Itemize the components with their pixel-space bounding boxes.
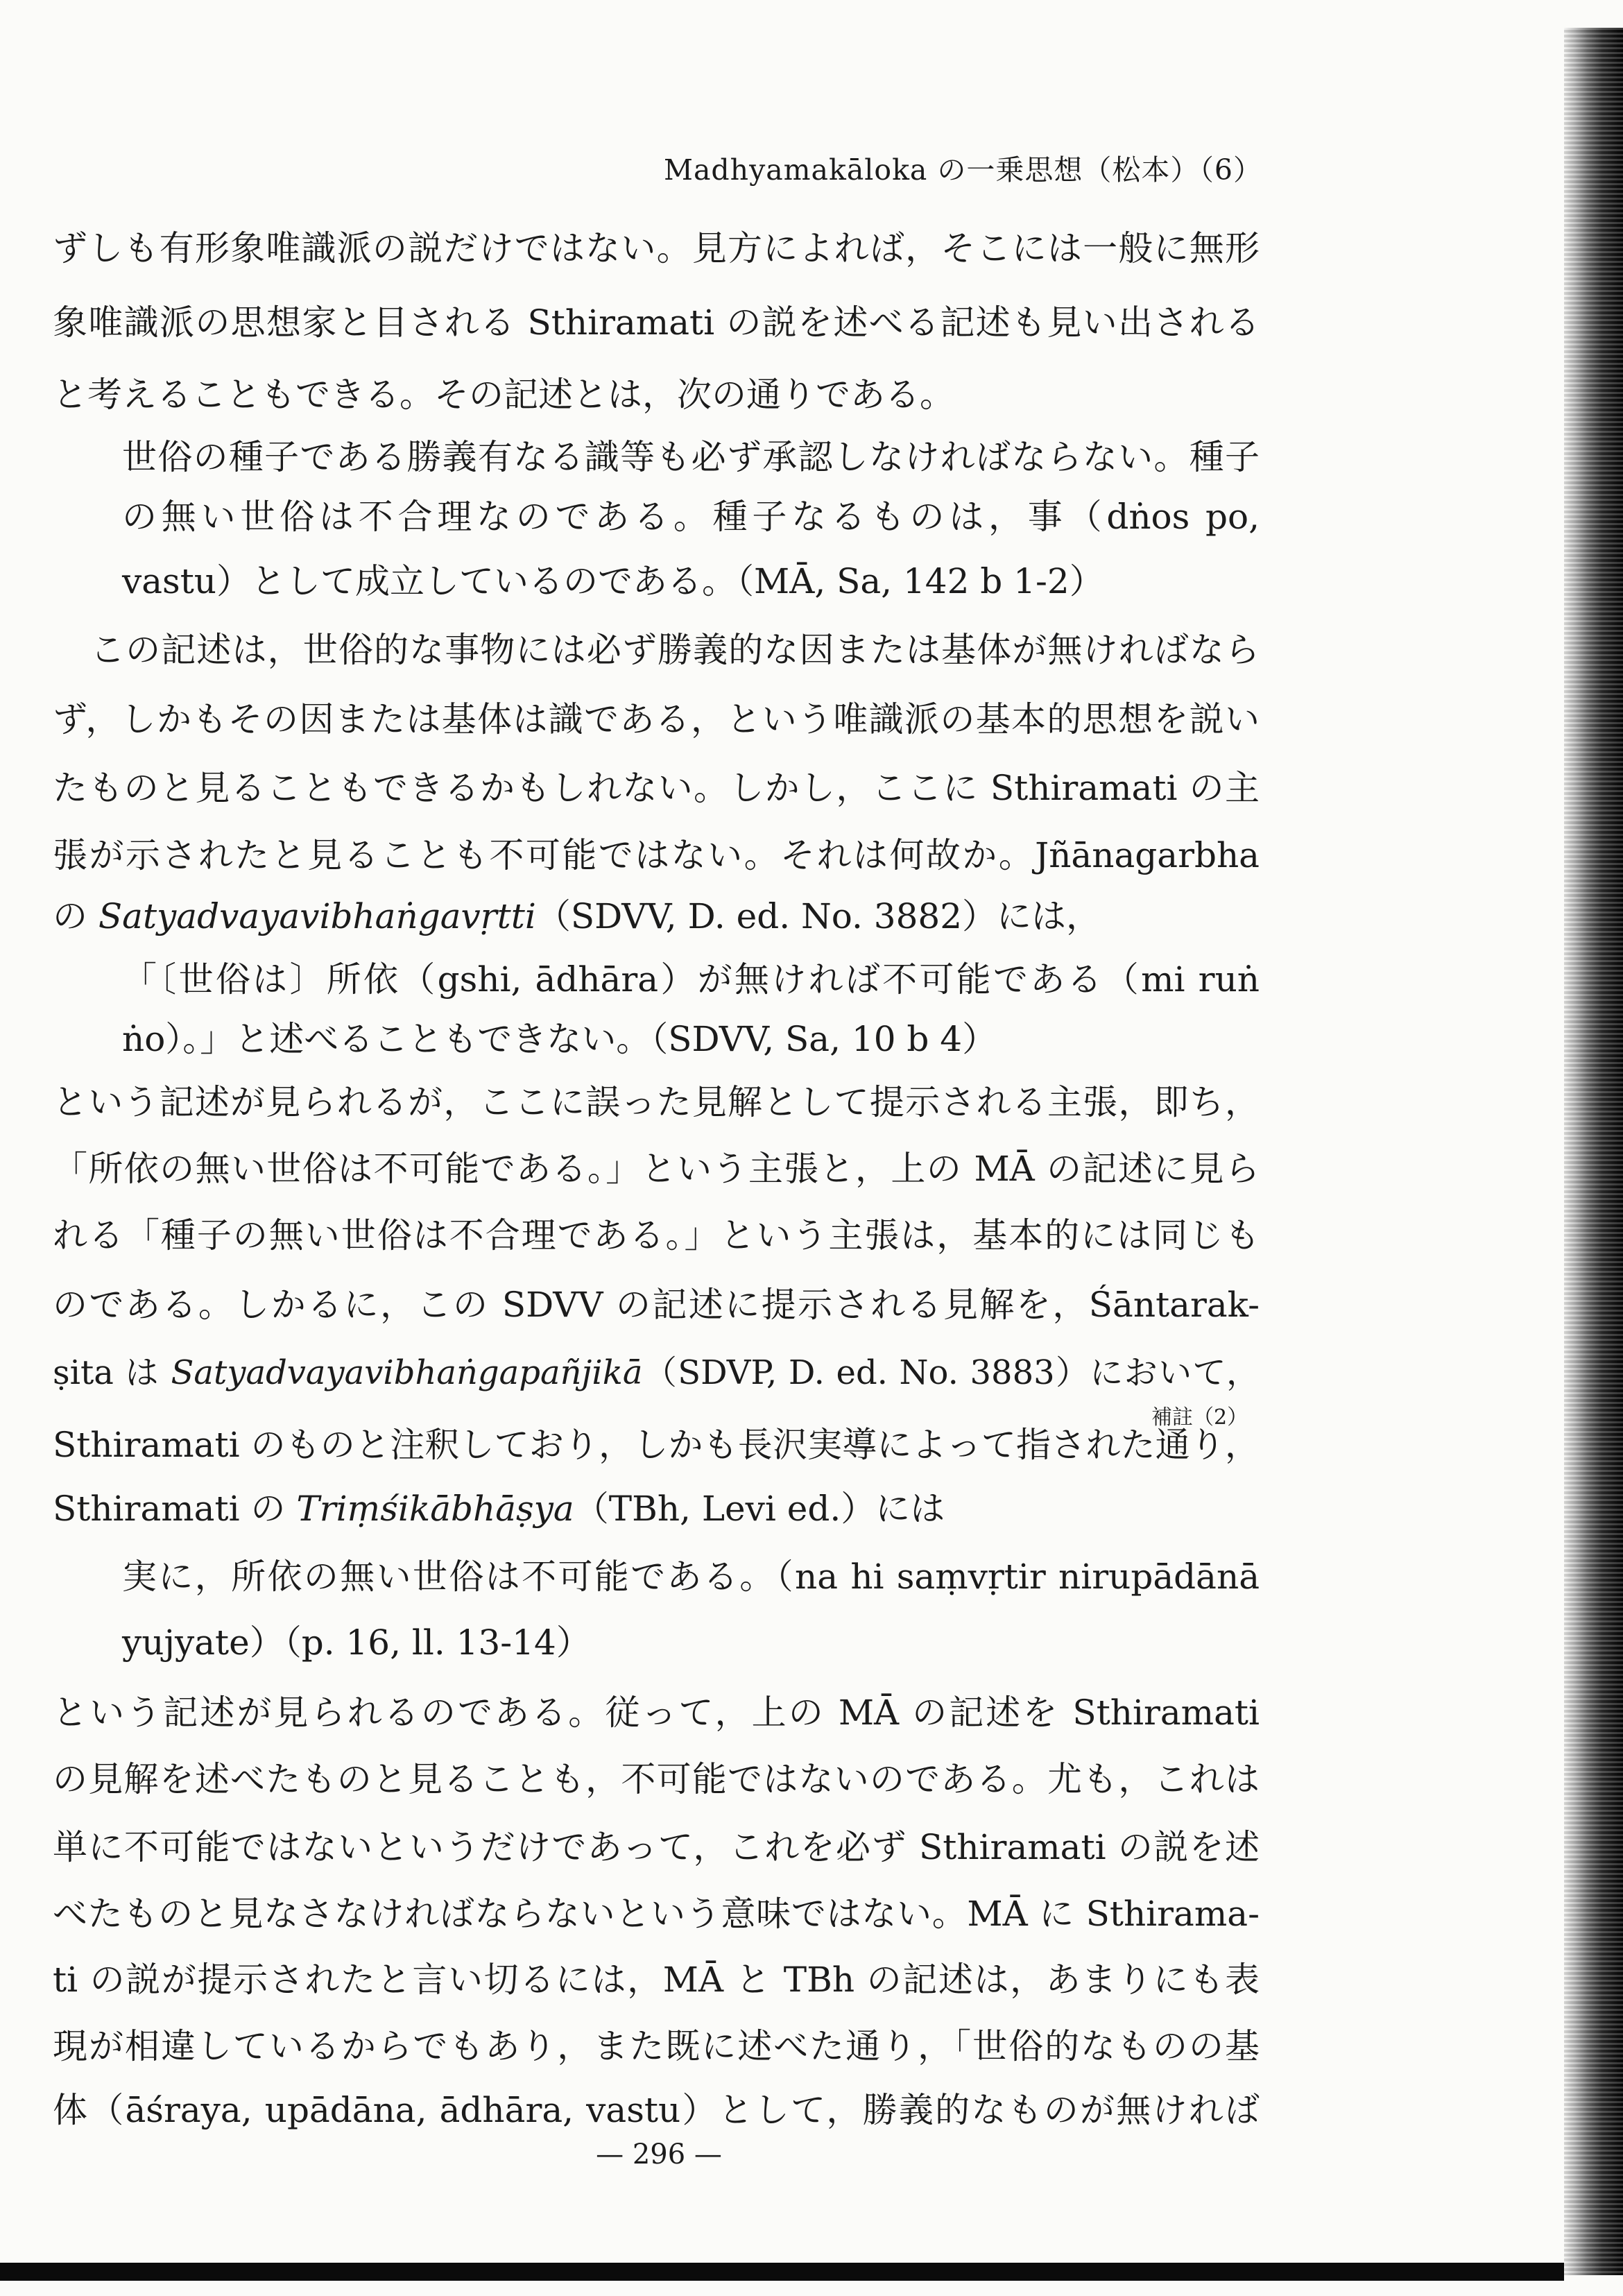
quote-line: 実に，所依の無い世俗は不可能である。（na hi saṃvṛtir nirupādānā (122, 1557, 1260, 1597)
text-line: 体（āśraya, upādāna, ādhāra, vastu）として，勝義的なものが無ければ (53, 2090, 1260, 2130)
title-italic: Triṃśikābhāṣya (296, 1489, 574, 1529)
text-line (53, 1353, 1260, 1392)
text-line: 張が示されたと見ることも不可能ではない。それは何故か。Jñānagarbha (53, 835, 1260, 875)
quote-line: vastu）として成立しているのである。（MĀ, Sa, 142 b 1-2） (122, 561, 1104, 601)
text-fragment: Sthiramati の (53, 1489, 297, 1529)
text-line: 現が相違しているからでもあり，また既に述べた通り，「世俗的なものの基 (53, 2026, 1260, 2066)
text-fragment: （SDVP, D. ed. No. 3883）において， (642, 1353, 1260, 1392)
text-line: 単に不可能ではないというだけであって，これを必ず Sthiramati の説を述 (53, 1827, 1260, 1867)
quote-line: 世俗の種子である勝義有なる識等も必ず承認しなければならない。種子 (122, 437, 1260, 477)
running-header: Madhyamakāloka の一乗思想（松本）（6） (664, 153, 1262, 187)
text-line: のである。しかるに，この SDVV の記述に提示される見解を，Śāntarak- (53, 1285, 1260, 1325)
title-italic: Satyadvayavibhaṅgapañjikā (171, 1353, 643, 1392)
text-line: 象唯識派の思想家と目される Sthiramati の説を述べる記述も見い出される (53, 302, 1260, 343)
text-line: Sthiramati のものと注釈しており，しかも長沢実導によって指された通り， (53, 1425, 1260, 1465)
text-line (53, 1489, 1260, 1529)
text-line: の見解を述べたものと見ることも，不可能ではないのである。尤も，これは (53, 1759, 1260, 1799)
text-line: ず，しかもその因または基体は識である，という唯識派の基本的思想を説い (53, 699, 1260, 739)
text-line: ずしも有形象唯識派の説だけではない。見方によれば，そこには一般に無形 (53, 228, 1260, 268)
text-line: たものと見ることもできるかもしれない。しかし，ここに Sthiramati の主 (53, 768, 1260, 808)
page-number: — 296 — (596, 2139, 722, 2170)
text-line: と考えることもできる。その記述とは，次の通りである。 (53, 375, 954, 415)
quote-line: の無い世俗は不合理なのである。種子なるものは，事（dṅos po, (122, 497, 1260, 537)
title-italic: Satyadvayavibhaṅgavṛtti (98, 896, 536, 936)
text-line (53, 896, 1260, 936)
scan-bottom-edge (0, 2263, 1564, 2281)
text-fragment: （TBh, Levi ed.）には (574, 1489, 945, 1529)
quote-line: yujyate）（p. 16, ll. 13-14） (122, 1622, 591, 1663)
text-line: という記述が見られるが，ここに誤った見解として提示される主張，即ち， (53, 1082, 1260, 1122)
text-line: べたものと見なさなければならないという意味ではない。MĀ に Sthirama- (53, 1894, 1260, 1934)
text-line: という記述が見られるのである。従って，上の MĀ の記述を Sthiramati (53, 1693, 1260, 1733)
text-fragment: の (53, 896, 98, 936)
text-line: れる「種子の無い世俗は不合理である。」という主張は，基本的には同じも (53, 1215, 1260, 1256)
quote-line: 「〔世俗は〕所依（gshi, ādhāra）が無ければ不可能である（mi ruṅ (122, 959, 1260, 1000)
text-fragment: （SDVV, D. ed. No. 3882）には， (535, 896, 1101, 936)
text-line: 「所依の無い世俗は不可能である。」という主張と，上の MĀ の記述に見ら (53, 1149, 1260, 1189)
quote-line: ṅo）。」と述べることもできない。（SDVV, Sa, 10 b 4） (122, 1019, 997, 1059)
text-line: この記述は，世俗的な事物には必ず勝義的な因または基体が無ければなら (90, 630, 1260, 670)
scan-page-edge (1564, 28, 1623, 2275)
text-line: ti の説が提示されたと言い切るには，MĀ と TBh の記述は，あまりにも表 (53, 1960, 1260, 2000)
supplementary-note-marker: 補註（2） (1151, 1405, 1248, 1430)
text-fragment: ṣita は (53, 1353, 171, 1392)
